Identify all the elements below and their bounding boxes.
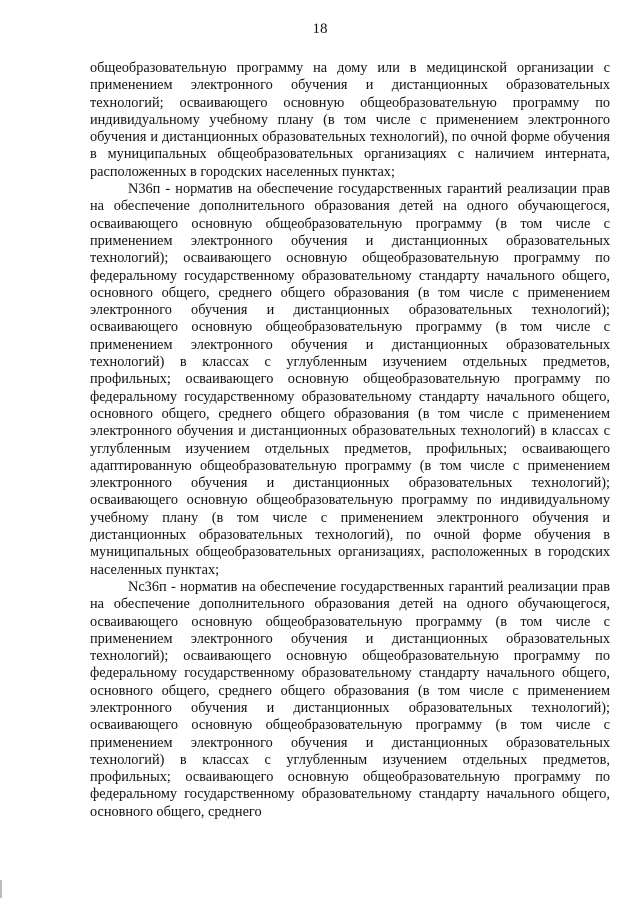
paragraph-n36p: N36п - норматив на обеспечение государственных гарантий реализации прав на обеспечение дополнительного образования детей на одного обучающегося, осваивающего основную общеобразовательную программу (в том числе с применением электронного обучения и дистанционных образовательных технологий); осваивающего основную общеобразовательную программу по федеральному государственному образовательному стандарту начального общего, основного общего, среднего общего образования (в том числе с применением электронного обучения и дистанционных образовательных технологий); осваивающего основную общеобразовательную программу (в том числе с применением электронного обучения и дистанционных образовательных технологий) в классах с углубленным изучением отдельных предметов, профильных; осваивающего основную общеобразовательную программу по федеральному государственному образовательному стандарту начального общего, основного общего, среднего общего образования (в том числе с применением электронного обучения и дистанционных образовательных технологий) в классах с углубленным изучением отдельных предметов, профильных; осваивающего адаптированную общеобразовательную программу (в том числе с применением электронного обучения и дистанционных образовательных технологий); осваивающего основную общеобразовательную программу по индивидуальному учебному плану (в том числе с применением электронного обучения и дистанционных образовательных технологий), по очной форме обучения в муниципальных общеобразовательных организациях, расположенных в городских населенных пунктах; [90, 181, 610, 578]
paragraph-nc36p: Nс36п - норматив на обеспечение государственных гарантий реализации прав на обеспечение дополнительного образования детей на одного обучающегося, осваивающего основную общеобразовательную программу (в том числе с применением электронного обучения и дистанционных образовательных технологий); осваивающего основную общеобразовательную программу по федеральному государственному образовательному стандарту начального общего, основного общего, среднего общего образования (в том числе с применением электронного обучения и дистанционных образовательных технологий); осваивающего основную общеобразовательную программу (в том числе с применением электронного обучения и дистанционных образовательных технологий) в классах с углубленным изучением отдельных предметов, профильных; осваивающего основную общеобразовательную программу по федеральному государственному образовательному стандарту начального общего, основного общего, среднего [90, 578, 610, 820]
document-body [90, 60, 610, 821]
paragraph-continued: общеобразовательную программу на дому или в медицинской организации с применением электронного обучения и дистанционных образовательных технологий; осваивающего основную общеобразовательную программу по индивидуальному учебному плану (в том числе с применением электронного обучения и дистанционных образовательных технологий), по очной форме обучения в муниципальных общеобразовательных организациях с наличием интерната, расположенных в городских населенных пунктах; [90, 60, 610, 180]
page-number: 18 [312, 21, 328, 37]
scan-edge-mark [0, 880, 12, 898]
